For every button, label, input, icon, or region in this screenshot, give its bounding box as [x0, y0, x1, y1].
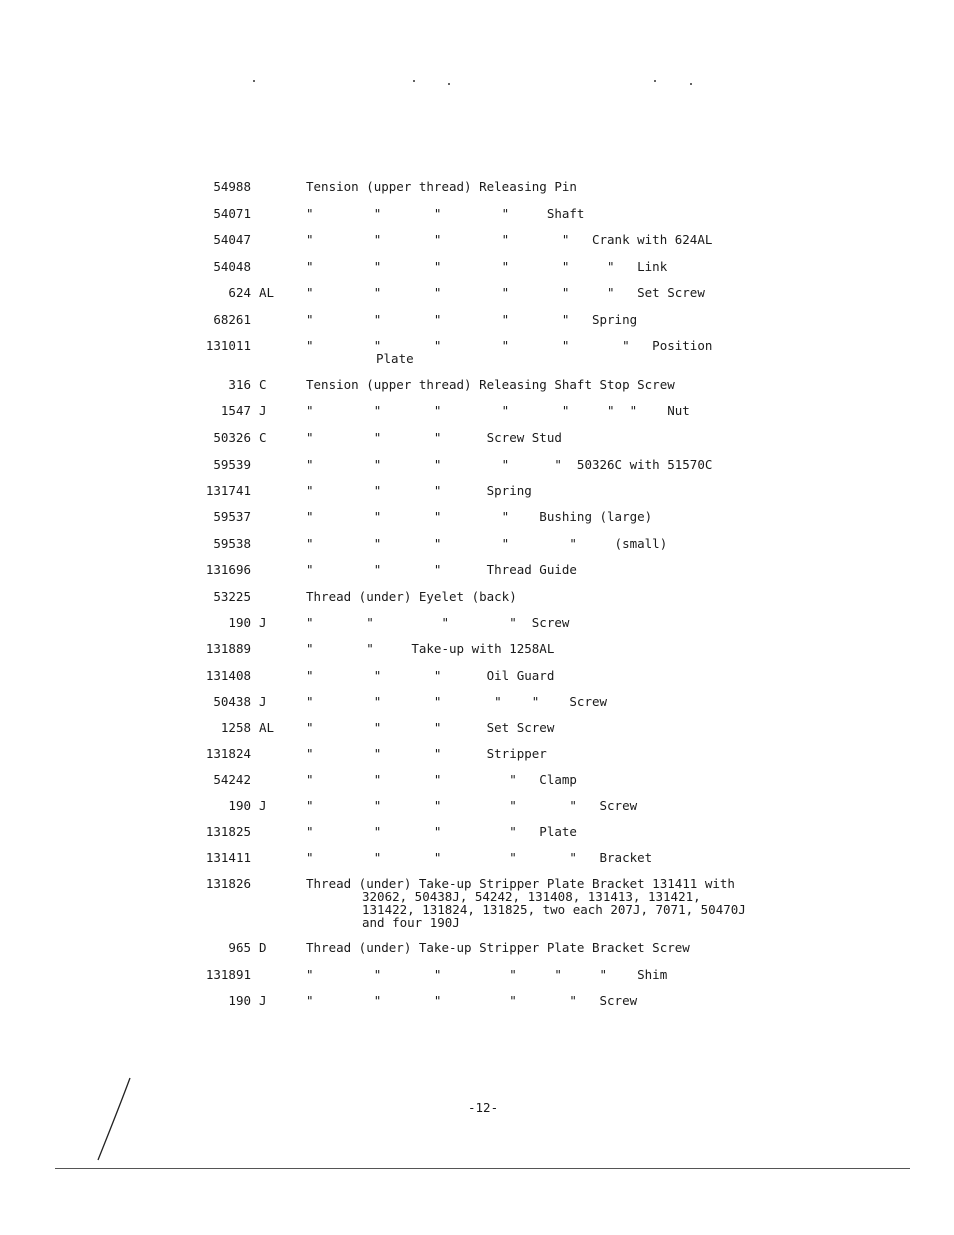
part-description-continued: Plate — [376, 351, 414, 366]
part-suffix: C — [259, 430, 267, 445]
part-description: " " " " " Bracket — [306, 850, 653, 865]
part-description: " " " " " " Set Screw — [306, 285, 705, 300]
part-number: 190 — [228, 615, 251, 630]
part-description: " " " " " " " Nut — [306, 403, 690, 418]
part-description: Tension (upper thread) Releasing Shaft Stop Screw — [306, 377, 675, 392]
part-description-continued: and four 190J — [362, 915, 460, 930]
part-number: 68261 — [213, 312, 251, 327]
part-description: " " " " Screw — [306, 615, 570, 630]
part-number: 131741 — [205, 483, 251, 498]
part-number: 190 — [228, 798, 251, 813]
part-suffix: J — [259, 615, 267, 630]
part-description: " " " Set Screw — [306, 720, 555, 735]
part-number: 54071 — [213, 206, 251, 221]
pencil-mark — [90, 1075, 140, 1165]
part-description: Tension (upper thread) Releasing Pin — [306, 179, 577, 194]
speck — [690, 83, 692, 85]
part-number: 59538 — [213, 536, 251, 551]
part-suffix: J — [259, 403, 267, 418]
part-number: 131889 — [205, 641, 251, 656]
part-description-continued: 32062, 50438J, 54242, 131408, 131413, 131421, — [362, 889, 701, 904]
part-description: " " " " " Screw — [306, 993, 638, 1008]
part-suffix: AL — [259, 285, 275, 300]
part-description: " " " " " " Shim — [306, 967, 668, 982]
part-description: " " " " " " Link — [306, 259, 668, 274]
page-number: -12- — [468, 1100, 499, 1115]
part-number: 50326 — [213, 430, 251, 445]
part-number: 59537 — [213, 509, 251, 524]
part-description: " " " " " Crank with 624AL — [306, 232, 713, 247]
part-description: " " " " Bushing (large) — [306, 509, 653, 524]
part-description: " " " " " (small) — [306, 536, 668, 551]
part-number: 1258 — [220, 720, 251, 735]
part-description: " " " Stripper — [306, 746, 547, 761]
part-number: 131411 — [205, 850, 251, 865]
part-suffix: J — [259, 798, 267, 813]
part-description: " " " " " 50326C with 51570C — [306, 457, 713, 472]
part-suffix: J — [259, 993, 267, 1008]
speck — [448, 83, 450, 85]
part-suffix: D — [259, 940, 267, 955]
part-suffix: J — [259, 694, 267, 709]
part-number: 131696 — [205, 562, 251, 577]
part-number: 1547 — [220, 403, 251, 418]
part-description: " " Take-up with 1258AL — [306, 641, 555, 656]
part-number: 54047 — [213, 232, 251, 247]
part-description: " " " " " " Position — [306, 338, 713, 353]
part-description: " " " Screw Stud — [306, 430, 562, 445]
part-number: 53225 — [213, 589, 251, 604]
part-number: 624 — [228, 285, 251, 300]
part-suffix: C — [259, 377, 267, 392]
part-number: 131011 — [205, 338, 251, 353]
part-number: 54988 — [213, 179, 251, 194]
part-number: 54048 — [213, 259, 251, 274]
part-description-continued: 131422, 131824, 131825, two each 207J, 7071, 50470J — [362, 902, 746, 917]
speck — [413, 80, 415, 82]
part-number: 131891 — [205, 967, 251, 982]
part-number: 50438 — [213, 694, 251, 709]
part-description: " " " Oil Guard — [306, 668, 555, 683]
part-description: " " " Spring — [306, 483, 532, 498]
part-number: 316 — [228, 377, 251, 392]
part-number: 190 — [228, 993, 251, 1008]
part-number: 131824 — [205, 746, 251, 761]
speck — [253, 80, 255, 82]
part-description: " " " " Clamp — [306, 772, 577, 787]
part-number: 965 — [228, 940, 251, 955]
speck — [654, 80, 656, 82]
part-number: 131408 — [205, 668, 251, 683]
part-description: " " " " Shaft — [306, 206, 585, 221]
part-description: " " " " " Screw — [306, 798, 638, 813]
part-number: 131825 — [205, 824, 251, 839]
part-description: " " " " " Spring — [306, 312, 638, 327]
part-description: Thread (under) Eyelet (back) — [306, 589, 517, 604]
part-number: 59539 — [213, 457, 251, 472]
part-description: Thread (under) Take-up Stripper Plate Bracket 131411 with — [306, 876, 735, 891]
part-suffix: AL — [259, 720, 275, 735]
part-number: 54242 — [213, 772, 251, 787]
part-description: Thread (under) Take-up Stripper Plate Bracket Screw — [306, 940, 690, 955]
part-description: " " " " " Screw — [306, 694, 608, 709]
bottom-rule — [55, 1168, 910, 1169]
part-description: " " " " Plate — [306, 824, 577, 839]
part-description: " " " Thread Guide — [306, 562, 577, 577]
part-number: 131826 — [205, 876, 251, 891]
